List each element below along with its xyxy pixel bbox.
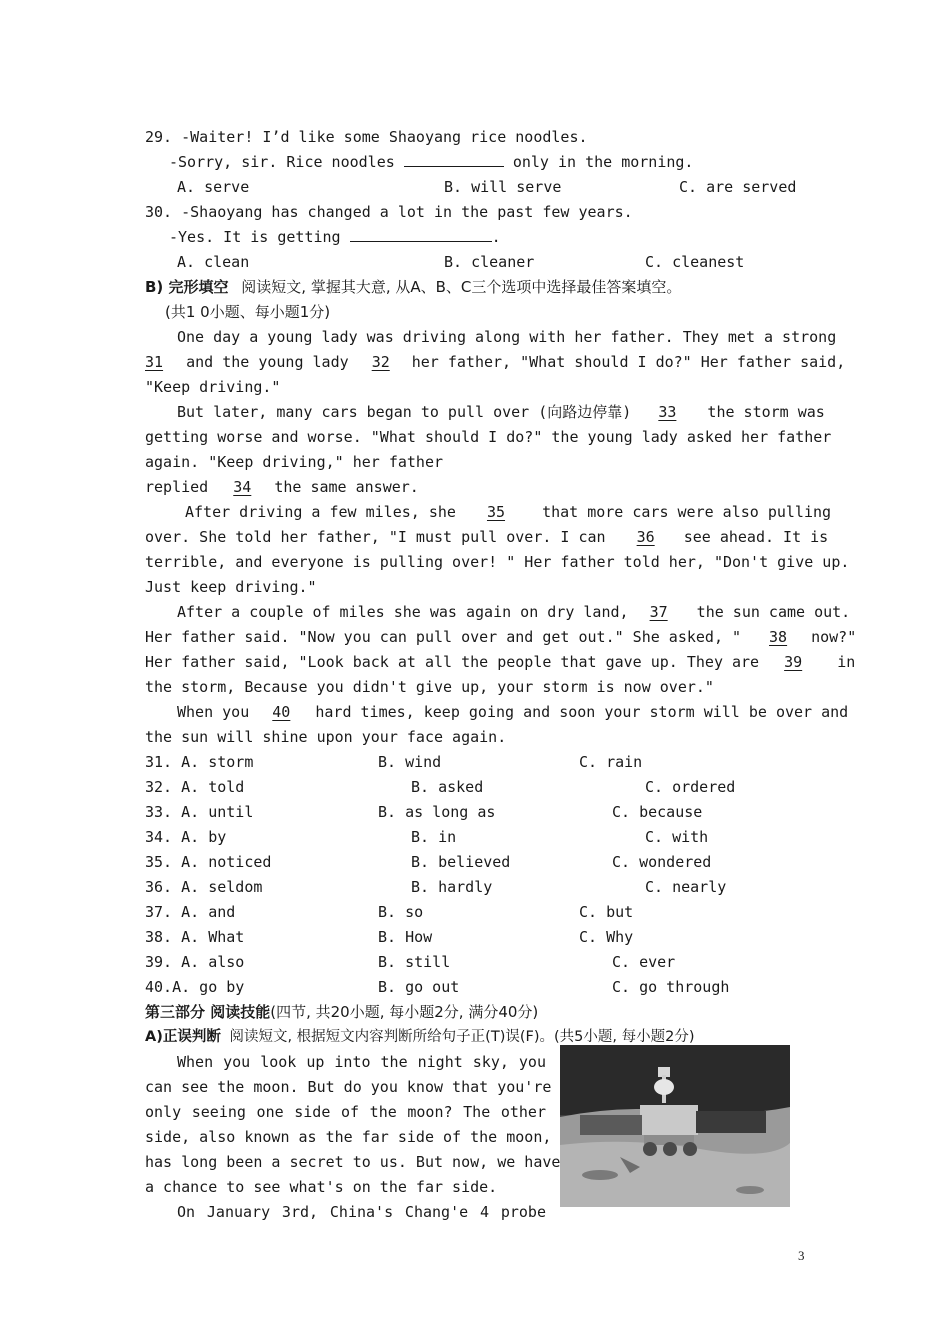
option-a[interactable]: 32. A. told	[145, 778, 245, 796]
option-b[interactable]: B. go out	[378, 978, 460, 996]
passage-line: over. She told her father, "I must pull over. I can 36 see ahead. It is	[145, 528, 829, 546]
lunar-rover-photo	[560, 1045, 790, 1207]
option-b[interactable]: B. still	[378, 953, 451, 971]
section-b-header	[145, 275, 681, 300]
option-a[interactable]: 37. A. and	[145, 903, 236, 921]
moon-passage-line: can see the moon. But do you know that you're	[145, 1078, 552, 1096]
option-c[interactable]: C. rain	[579, 753, 643, 771]
passage-line: But later, many cars began to pull over (向路边停靠) 33 the storm was	[177, 403, 825, 421]
option-row	[0, 825, 950, 850]
passage-line: Just keep driving."	[145, 578, 317, 596]
passage-line: terrible, and everyone is pulling over! " Her father told her, "Don't give up.	[145, 553, 850, 571]
option-c[interactable]: C. ordered	[645, 778, 736, 796]
moon-passage-line: only seeing one side of the moon? The other	[145, 1103, 546, 1121]
passage-line: the sun will shine upon your face again.	[145, 728, 507, 746]
q29-question: 29. -Waiter! I’d like some Shaoyang rice noodles.	[145, 128, 588, 146]
option-row	[0, 925, 950, 950]
option-c[interactable]: C. nearly	[645, 878, 727, 896]
option-a[interactable]: 33. A. until	[145, 803, 254, 821]
q30-question: 30. -Shaoyang has changed a lot in the past few years.	[145, 203, 633, 221]
q29-response-start: -Sorry, sir. Rice noodles	[169, 153, 395, 171]
option-b[interactable]: B. How	[378, 928, 433, 946]
passage-line: "Keep driving."	[145, 378, 281, 396]
moon-passage-line: On January 3rd, China's Chang'e 4 probe	[177, 1203, 546, 1221]
option-row	[0, 850, 950, 875]
q30-answer-blank[interactable]	[350, 225, 492, 242]
moon-passage-line: side, also known as the far side of the moon,	[145, 1128, 552, 1146]
passage-line: Her father said. "Now you can pull over and get out." She asked, " 38 now?"	[145, 628, 857, 646]
blank-38: 38	[769, 628, 788, 646]
blank-35: 35	[486, 503, 506, 521]
q29-response	[169, 150, 693, 175]
option-a[interactable]: 40.A. go by	[145, 978, 245, 996]
q29-option-a[interactable]: A. serve	[177, 178, 250, 196]
blank-36: 36	[636, 528, 655, 546]
part3-title: 第三部分 阅读技能	[145, 1003, 271, 1021]
option-b[interactable]: B. hardly	[411, 878, 493, 896]
option-row	[0, 875, 950, 900]
passage-line: 31 and the young lady 32 her father, "What should I do?" Her father said,	[145, 353, 846, 371]
passage-line: One day a young lady was driving along with her father. They met a strong	[177, 328, 837, 346]
section-a-instructions: 阅读短文, 根据短文内容判断所给句子正(T)误(F)。(共5小题, 每小题2分)	[229, 1029, 695, 1045]
q30-option-b[interactable]: B. cleaner	[444, 253, 535, 271]
passage-line: After a couple of miles she was again on dry land, 37 the sun came out.	[177, 603, 851, 621]
blank-32: 32	[371, 353, 390, 371]
q29-options	[0, 175, 950, 200]
option-b[interactable]: B. in	[411, 828, 457, 846]
blank-33: 33	[658, 403, 677, 421]
moon-passage-line: When you look up into the night sky, you	[177, 1053, 546, 1071]
option-b[interactable]: B. so	[378, 903, 424, 921]
part3-header	[145, 1000, 538, 1025]
option-row	[0, 750, 950, 775]
blank-31: 31	[145, 353, 164, 371]
moon-passage-line: a chance to see what's on the far side.	[145, 1178, 498, 1196]
option-c[interactable]: C. with	[645, 828, 709, 846]
section-a-title: A)正误判断	[145, 1029, 221, 1045]
passage-line: After driving a few miles, she 35 that more cars were also pulling	[185, 503, 832, 521]
passage-line: When you 40 hard times, keep going and soon your storm will be over and	[177, 703, 849, 721]
passage-line: replied 34 the same answer.	[145, 478, 419, 496]
option-row	[0, 775, 950, 800]
option-c[interactable]: C. wondered	[612, 853, 712, 871]
option-row	[0, 975, 950, 1000]
option-a[interactable]: 39. A. also	[145, 953, 245, 971]
lunar-surface-illustration	[560, 1045, 790, 1207]
part3-note: (四节, 共20小题, 每小题2分, 满分40分)	[270, 1003, 539, 1021]
section-b-title: B) 完形填空	[145, 278, 229, 296]
option-a[interactable]: 35. A. noticed	[145, 853, 272, 871]
option-b[interactable]: B. as long as	[378, 803, 496, 821]
moon-passage-line: has long been a secret to us. But now, we have	[145, 1153, 561, 1171]
q30-response-end: .	[491, 228, 501, 246]
blank-40: 40	[272, 703, 291, 721]
option-b[interactable]: B. wind	[378, 753, 442, 771]
option-c[interactable]: C. but	[579, 903, 634, 921]
page-number: 3	[798, 1248, 805, 1263]
section-b-instructions: 阅读短文, 掌握其大意, 从A、B、C三个选项中选择最佳答案填空。	[241, 278, 682, 296]
option-c[interactable]: C. go through	[612, 978, 730, 996]
option-row	[0, 950, 950, 975]
passage-line: again. "Keep driving," her father	[145, 453, 444, 471]
blank-34: 34	[233, 478, 252, 496]
option-a[interactable]: 36. A. seldom	[145, 878, 263, 896]
q29-answer-blank[interactable]	[404, 150, 504, 167]
q30-options	[0, 250, 950, 275]
option-a[interactable]: 31. A. storm	[145, 753, 254, 771]
option-row	[0, 900, 950, 925]
option-b[interactable]: B. asked	[411, 778, 484, 796]
q30-option-a[interactable]: A. clean	[177, 253, 250, 271]
blank-39: 39	[784, 653, 803, 671]
option-a[interactable]: 38. A. What	[145, 928, 245, 946]
q29-response-end: only in the morning.	[512, 153, 694, 171]
option-c[interactable]: C. because	[612, 803, 703, 821]
passage-line: Her father said, "Look back at all the people that gave up. They are 39 in	[145, 653, 856, 671]
passage-line: the storm, Because you didn't give up, your storm is now over."	[145, 678, 714, 696]
option-a[interactable]: 34. A. by	[145, 828, 227, 846]
q29-option-c[interactable]: C. are served	[679, 178, 797, 196]
q30-response	[169, 225, 501, 250]
q30-option-c[interactable]: C. cleanest	[645, 253, 745, 271]
blank-37: 37	[649, 603, 668, 621]
option-row	[0, 800, 950, 825]
section-b-count: (共1 0小题、每小题1分)	[165, 303, 331, 321]
option-c[interactable]: C. ever	[612, 953, 676, 971]
option-b[interactable]: B. believed	[411, 853, 511, 871]
option-c[interactable]: C. Why	[579, 928, 634, 946]
q30-response-start: -Yes. It is getting	[169, 228, 341, 246]
passage-line: getting worse and worse. "What should I do?" the young lady asked her father	[145, 428, 832, 446]
q29-option-b[interactable]: B. will serve	[444, 178, 562, 196]
